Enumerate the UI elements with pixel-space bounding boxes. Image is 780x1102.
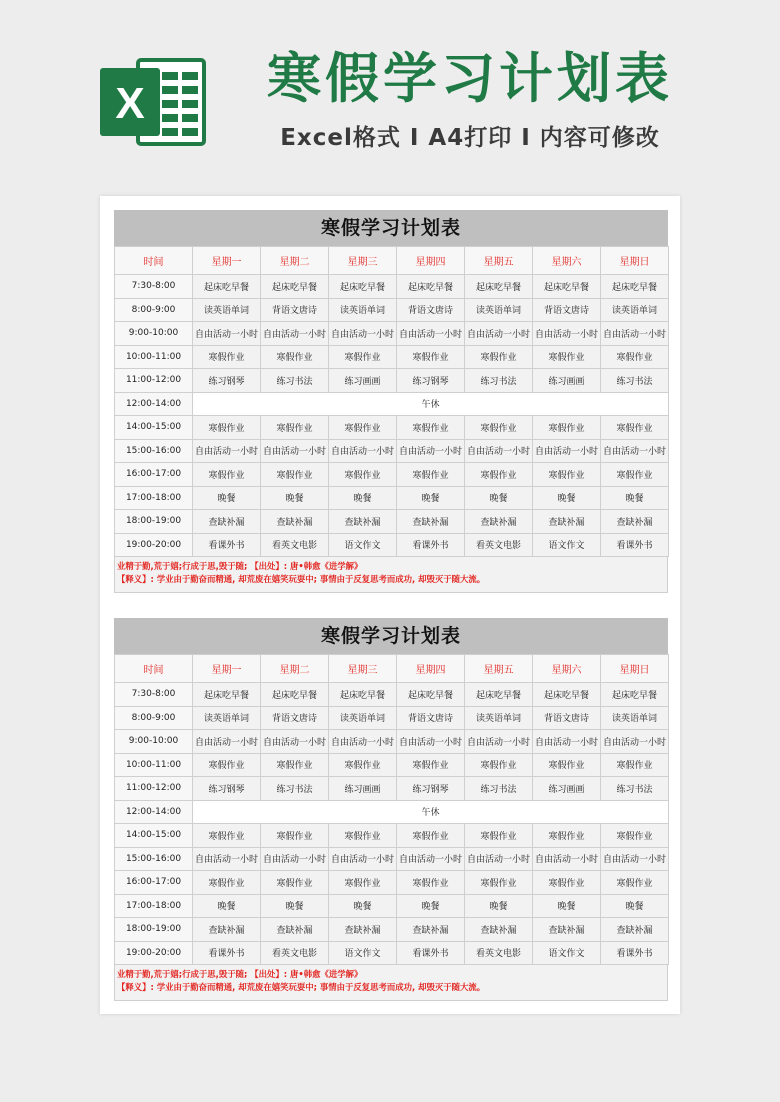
activity-cell: 练习画画 xyxy=(533,369,601,393)
activity-cell: 寒假作业 xyxy=(533,871,601,895)
time-cell: 19:00-20:00 xyxy=(115,941,193,965)
header-row xyxy=(115,247,669,275)
schedule-title: 寒假学习计划表 xyxy=(114,618,668,654)
activity-cell: 练习画画 xyxy=(329,369,397,393)
activity-cell: 查缺补漏 xyxy=(193,510,261,534)
activity-cell: 查缺补漏 xyxy=(533,510,601,534)
activity-cell: 自由活动一小时 xyxy=(465,847,533,871)
activity-cell: 寒假作业 xyxy=(193,416,261,440)
activity-cell: 查缺补漏 xyxy=(261,918,329,942)
activity-cell: 寒假作业 xyxy=(533,416,601,440)
activity-cell: 寒假作业 xyxy=(465,824,533,848)
activity-cell: 练习书法 xyxy=(261,369,329,393)
activity-cell: 自由活动一小时 xyxy=(261,847,329,871)
table-row xyxy=(115,298,669,322)
schedule-block xyxy=(114,210,668,593)
activity-cell: 练习画画 xyxy=(329,777,397,801)
lunch-break-cell: 午休 xyxy=(193,800,669,824)
activity-cell: 晚餐 xyxy=(601,486,669,510)
activity-cell: 晚餐 xyxy=(533,486,601,510)
activity-cell: 背语文唐诗 xyxy=(533,706,601,730)
activity-cell: 自由活动一小时 xyxy=(533,439,601,463)
column-header-day: 星期一 xyxy=(193,655,261,683)
activity-cell: 背语文唐诗 xyxy=(533,298,601,322)
time-cell: 17:00-18:00 xyxy=(115,486,193,510)
activity-cell: 自由活动一小时 xyxy=(329,730,397,754)
activity-cell: 起床吃早餐 xyxy=(329,275,397,299)
activity-cell: 看英文电影 xyxy=(465,533,533,557)
activity-cell: 读英语单词 xyxy=(193,298,261,322)
activity-cell: 寒假作业 xyxy=(329,416,397,440)
time-cell: 16:00-17:00 xyxy=(115,871,193,895)
table-row xyxy=(115,392,669,416)
activity-cell: 练习书法 xyxy=(465,369,533,393)
lunch-break-cell: 午休 xyxy=(193,392,669,416)
column-header-day: 星期四 xyxy=(397,247,465,275)
column-header-time: 时间 xyxy=(115,247,193,275)
activity-cell: 晚餐 xyxy=(329,894,397,918)
activity-cell: 寒假作业 xyxy=(465,463,533,487)
activity-cell: 寒假作业 xyxy=(329,871,397,895)
sub-title: Excel格式 I A4打印 I 内容可修改 xyxy=(280,125,660,151)
activity-cell: 起床吃早餐 xyxy=(397,275,465,299)
table-row xyxy=(115,369,669,393)
activity-cell: 寒假作业 xyxy=(397,871,465,895)
activity-cell: 看课外书 xyxy=(397,533,465,557)
table-row xyxy=(115,275,669,299)
activity-cell: 寒假作业 xyxy=(397,824,465,848)
time-cell: 11:00-12:00 xyxy=(115,369,193,393)
activity-cell: 查缺补漏 xyxy=(601,918,669,942)
main-title: 寒假学习计划表 xyxy=(267,47,673,110)
activity-cell: 寒假作业 xyxy=(261,753,329,777)
activity-cell: 寒假作业 xyxy=(465,345,533,369)
quote-note xyxy=(114,965,668,1001)
activity-cell: 寒假作业 xyxy=(397,345,465,369)
activity-cell: 寒假作业 xyxy=(601,824,669,848)
table-row xyxy=(115,439,669,463)
activity-cell: 自由活动一小时 xyxy=(533,730,601,754)
activity-cell: 背语文唐诗 xyxy=(261,706,329,730)
excel-logo-letter: X xyxy=(115,79,145,128)
activity-cell: 读英语单词 xyxy=(465,298,533,322)
activity-cell: 语文作文 xyxy=(329,941,397,965)
activity-cell: 寒假作业 xyxy=(465,753,533,777)
time-cell: 7:30-8:00 xyxy=(115,683,193,707)
table-row xyxy=(115,345,669,369)
table-row xyxy=(115,486,669,510)
activity-cell: 练习钢琴 xyxy=(193,369,261,393)
time-cell: 9:00-10:00 xyxy=(115,322,193,346)
activity-cell: 自由活动一小时 xyxy=(329,322,397,346)
activity-cell: 寒假作业 xyxy=(193,871,261,895)
time-cell: 12:00-14:00 xyxy=(115,800,193,824)
activity-cell: 练习钢琴 xyxy=(193,777,261,801)
table-row xyxy=(115,847,669,871)
table-row xyxy=(115,800,669,824)
activity-cell: 自由活动一小时 xyxy=(601,439,669,463)
activity-cell: 看课外书 xyxy=(193,533,261,557)
activity-cell: 起床吃早餐 xyxy=(397,683,465,707)
activity-cell: 寒假作业 xyxy=(465,871,533,895)
column-header-day: 星期日 xyxy=(601,247,669,275)
time-cell: 8:00-9:00 xyxy=(115,298,193,322)
activity-cell: 看课外书 xyxy=(601,533,669,557)
time-cell: 9:00-10:00 xyxy=(115,730,193,754)
activity-cell: 查缺补漏 xyxy=(533,918,601,942)
activity-cell: 晚餐 xyxy=(533,894,601,918)
activity-cell: 练习书法 xyxy=(465,777,533,801)
time-cell: 16:00-17:00 xyxy=(115,463,193,487)
activity-cell: 自由活动一小时 xyxy=(261,439,329,463)
table-row xyxy=(115,463,669,487)
activity-cell: 自由活动一小时 xyxy=(193,847,261,871)
activity-cell: 查缺补漏 xyxy=(261,510,329,534)
time-cell: 12:00-14:00 xyxy=(115,392,193,416)
column-header-day: 星期一 xyxy=(193,247,261,275)
activity-cell: 自由活动一小时 xyxy=(601,322,669,346)
activity-cell: 寒假作业 xyxy=(193,753,261,777)
activity-cell: 寒假作业 xyxy=(533,824,601,848)
activity-cell: 寒假作业 xyxy=(329,753,397,777)
table-row xyxy=(115,510,669,534)
activity-cell: 练习钢琴 xyxy=(397,777,465,801)
activity-cell: 晚餐 xyxy=(261,486,329,510)
activity-cell: 寒假作业 xyxy=(465,416,533,440)
activity-cell: 自由活动一小时 xyxy=(261,322,329,346)
activity-cell: 寒假作业 xyxy=(601,416,669,440)
activity-cell: 晚餐 xyxy=(465,894,533,918)
table-row xyxy=(115,683,669,707)
activity-cell: 练习书法 xyxy=(601,777,669,801)
activity-cell: 看英文电影 xyxy=(261,941,329,965)
table-row xyxy=(115,416,669,440)
column-header-day: 星期二 xyxy=(261,247,329,275)
activity-cell: 寒假作业 xyxy=(397,416,465,440)
activity-cell: 寒假作业 xyxy=(261,871,329,895)
activity-cell: 寒假作业 xyxy=(261,824,329,848)
column-header-time: 时间 xyxy=(115,655,193,683)
table-row xyxy=(115,730,669,754)
column-header-day: 星期日 xyxy=(601,655,669,683)
activity-cell: 起床吃早餐 xyxy=(533,275,601,299)
activity-cell: 晚餐 xyxy=(193,486,261,510)
activity-cell: 读英语单词 xyxy=(329,298,397,322)
activity-cell: 自由活动一小时 xyxy=(397,730,465,754)
activity-cell: 读英语单词 xyxy=(601,298,669,322)
time-cell: 7:30-8:00 xyxy=(115,275,193,299)
activity-cell: 寒假作业 xyxy=(533,753,601,777)
column-header-day: 星期三 xyxy=(329,655,397,683)
table-row xyxy=(115,706,669,730)
activity-cell: 晚餐 xyxy=(601,894,669,918)
time-cell: 15:00-16:00 xyxy=(115,439,193,463)
activity-cell: 背语文唐诗 xyxy=(261,298,329,322)
activity-cell: 语文作文 xyxy=(533,533,601,557)
activity-cell: 寒假作业 xyxy=(329,824,397,848)
table-row xyxy=(115,753,669,777)
table-row xyxy=(115,871,669,895)
activity-cell: 自由活动一小时 xyxy=(397,322,465,346)
activity-cell: 自由活动一小时 xyxy=(329,439,397,463)
activity-cell: 查缺补漏 xyxy=(193,918,261,942)
activity-cell: 起床吃早餐 xyxy=(601,275,669,299)
activity-cell: 查缺补漏 xyxy=(465,918,533,942)
activity-cell: 寒假作业 xyxy=(533,463,601,487)
activity-cell: 起床吃早餐 xyxy=(261,275,329,299)
table-row xyxy=(115,941,669,965)
activity-cell: 起床吃早餐 xyxy=(193,683,261,707)
activity-cell: 背语文唐诗 xyxy=(397,706,465,730)
table-row xyxy=(115,533,669,557)
activity-cell: 看英文电影 xyxy=(261,533,329,557)
activity-cell: 自由活动一小时 xyxy=(533,322,601,346)
document-preview xyxy=(100,196,680,1014)
time-cell: 18:00-19:00 xyxy=(115,510,193,534)
time-cell: 10:00-11:00 xyxy=(115,345,193,369)
activity-cell: 看英文电影 xyxy=(465,941,533,965)
activity-cell: 晚餐 xyxy=(193,894,261,918)
activity-cell: 查缺补漏 xyxy=(465,510,533,534)
activity-cell: 查缺补漏 xyxy=(601,510,669,534)
activity-cell: 起床吃早餐 xyxy=(465,683,533,707)
activity-cell: 寒假作业 xyxy=(329,345,397,369)
table-row xyxy=(115,918,669,942)
column-header-day: 星期二 xyxy=(261,655,329,683)
schedule-table xyxy=(114,246,669,557)
activity-cell: 查缺补漏 xyxy=(329,918,397,942)
activity-cell: 寒假作业 xyxy=(601,345,669,369)
activity-cell: 看课外书 xyxy=(601,941,669,965)
time-cell: 19:00-20:00 xyxy=(115,533,193,557)
table-row xyxy=(115,824,669,848)
activity-cell: 练习画画 xyxy=(533,777,601,801)
activity-cell: 寒假作业 xyxy=(397,753,465,777)
activity-cell: 自由活动一小时 xyxy=(397,439,465,463)
time-cell: 14:00-15:00 xyxy=(115,416,193,440)
schedule-table xyxy=(114,654,669,965)
activity-cell: 看课外书 xyxy=(193,941,261,965)
activity-cell: 练习书法 xyxy=(601,369,669,393)
activity-cell: 读英语单词 xyxy=(601,706,669,730)
activity-cell: 起床吃早餐 xyxy=(533,683,601,707)
column-header-day: 星期五 xyxy=(465,247,533,275)
activity-cell: 起床吃早餐 xyxy=(601,683,669,707)
activity-cell: 寒假作业 xyxy=(193,463,261,487)
activity-cell: 起床吃早餐 xyxy=(193,275,261,299)
activity-cell: 自由活动一小时 xyxy=(397,847,465,871)
page-header xyxy=(0,0,780,190)
activity-cell: 自由活动一小时 xyxy=(329,847,397,871)
activity-cell: 寒假作业 xyxy=(193,345,261,369)
activity-cell: 寒假作业 xyxy=(261,416,329,440)
time-cell: 15:00-16:00 xyxy=(115,847,193,871)
activity-cell: 寒假作业 xyxy=(261,463,329,487)
column-header-day: 星期三 xyxy=(329,247,397,275)
header-row xyxy=(115,655,669,683)
quote-meaning-line: 【释义】: 学业由于勤奋而精通, 却荒废在嬉笑玩耍中; 事情由于反复思考而成功, 却毁灭于随大流。 xyxy=(117,574,486,584)
activity-cell: 自由活动一小时 xyxy=(465,322,533,346)
column-header-day: 星期五 xyxy=(465,655,533,683)
quote-note xyxy=(114,557,668,593)
activity-cell: 起床吃早餐 xyxy=(329,683,397,707)
activity-cell: 自由活动一小时 xyxy=(465,439,533,463)
activity-cell: 看课外书 xyxy=(397,941,465,965)
activity-cell: 读英语单词 xyxy=(193,706,261,730)
column-header-day: 星期四 xyxy=(397,655,465,683)
activity-cell: 寒假作业 xyxy=(601,871,669,895)
quote-meaning-line: 【释义】: 学业由于勤奋而精通, 却荒废在嬉笑玩耍中; 事情由于反复思考而成功, 却毁灭于随大流。 xyxy=(117,982,486,992)
schedule-title: 寒假学习计划表 xyxy=(114,210,668,246)
activity-cell: 自由活动一小时 xyxy=(193,439,261,463)
activity-cell: 读英语单词 xyxy=(465,706,533,730)
activity-cell: 起床吃早餐 xyxy=(261,683,329,707)
time-cell: 8:00-9:00 xyxy=(115,706,193,730)
column-header-day: 星期六 xyxy=(533,247,601,275)
time-cell: 11:00-12:00 xyxy=(115,777,193,801)
activity-cell: 寒假作业 xyxy=(601,463,669,487)
activity-cell: 查缺补漏 xyxy=(329,510,397,534)
activity-cell: 读英语单词 xyxy=(329,706,397,730)
activity-cell: 语文作文 xyxy=(533,941,601,965)
table-row xyxy=(115,894,669,918)
activity-cell: 晚餐 xyxy=(465,486,533,510)
activity-cell: 练习书法 xyxy=(261,777,329,801)
time-cell: 18:00-19:00 xyxy=(115,918,193,942)
activity-cell: 自由活动一小时 xyxy=(193,730,261,754)
activity-cell: 练习钢琴 xyxy=(397,369,465,393)
column-header-day: 星期六 xyxy=(533,655,601,683)
activity-cell: 自由活动一小时 xyxy=(601,730,669,754)
activity-cell: 查缺补漏 xyxy=(397,918,465,942)
activity-cell: 自由活动一小时 xyxy=(533,847,601,871)
activity-cell: 寒假作业 xyxy=(533,345,601,369)
activity-cell: 寒假作业 xyxy=(261,345,329,369)
activity-cell: 晚餐 xyxy=(397,486,465,510)
table-row xyxy=(115,322,669,346)
time-cell: 17:00-18:00 xyxy=(115,894,193,918)
activity-cell: 自由活动一小时 xyxy=(193,322,261,346)
activity-cell: 自由活动一小时 xyxy=(261,730,329,754)
table-row xyxy=(115,777,669,801)
activity-cell: 寒假作业 xyxy=(601,753,669,777)
activity-cell: 寒假作业 xyxy=(193,824,261,848)
time-cell: 10:00-11:00 xyxy=(115,753,193,777)
activity-cell: 寒假作业 xyxy=(397,463,465,487)
activity-cell: 查缺补漏 xyxy=(397,510,465,534)
time-cell: 14:00-15:00 xyxy=(115,824,193,848)
activity-cell: 寒假作业 xyxy=(329,463,397,487)
activity-cell: 晚餐 xyxy=(397,894,465,918)
quote-source-line: 业精于勤,荒于嬉;行成于思,毁于随; 【出处】: 唐•韩愈《进学解》 xyxy=(117,561,363,571)
activity-cell: 背语文唐诗 xyxy=(397,298,465,322)
activity-cell: 晚餐 xyxy=(261,894,329,918)
quote-source-line: 业精于勤,荒于嬉;行成于思,毁于随; 【出处】: 唐•韩愈《进学解》 xyxy=(117,969,363,979)
activity-cell: 自由活动一小时 xyxy=(465,730,533,754)
schedule-block xyxy=(114,618,668,1001)
activity-cell: 语文作文 xyxy=(329,533,397,557)
activity-cell: 晚餐 xyxy=(329,486,397,510)
activity-cell: 起床吃早餐 xyxy=(465,275,533,299)
activity-cell: 自由活动一小时 xyxy=(601,847,669,871)
excel-logo-icon xyxy=(100,56,206,148)
